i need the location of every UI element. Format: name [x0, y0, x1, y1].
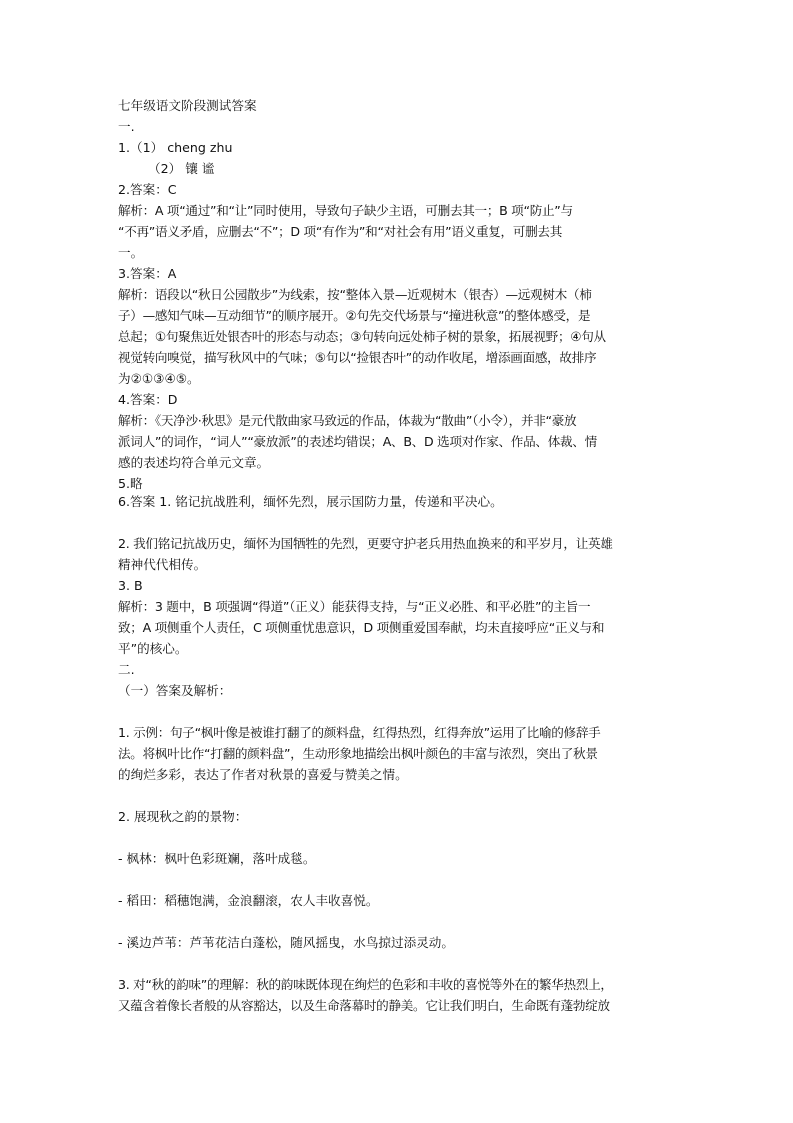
answer-line: 的绚烂多彩，表达了作者对秋景的喜爱与赞美之情。 — [118, 767, 408, 782]
analysis-line: 视觉转向嗅觉，描写秋风中的气味；⑤句以“捡银杏叶”的动作收尾，增添画面感，故排序 — [118, 350, 597, 365]
answer-line: 4.答案：D — [118, 392, 178, 407]
list-item: - 溪边芦苇：芦苇花洁白蓬松，随风摇曳，水鸟掠过添灵动。 — [118, 935, 454, 950]
subsection-heading: （一）答案及解析： — [118, 683, 232, 698]
analysis-line: 解析：《天净沙·秋思》是元代散曲家马致远的作品，体裁为“散曲”（小令），并非“豪放 — [118, 413, 577, 428]
list-item: - 枫林：枫叶色彩斑斓，落叶成毯。 — [118, 851, 316, 866]
analysis-line: 致；A 项侧重个人责任，C 项侧重忧患意识，D 项侧重爱国奉献，均未直接呼应“正义与和 — [118, 620, 605, 635]
section-heading: 一. — [118, 119, 135, 134]
answer-line: （2） 镶 谧 — [148, 161, 215, 176]
answer-line: 2. 展现秋之韵的景物： — [118, 809, 248, 824]
section-heading: 二. — [118, 662, 135, 677]
answer-line: 3.答案：A — [118, 266, 177, 281]
answer-line: 2. 我们铭记抗战历史，缅怀为国牺牲的先烈，更要守护老兵用热血换来的和平岁月，让英雄 — [118, 536, 613, 551]
analysis-line: 派词人”的词作，“词人”“豪放派”的表述均错误；A、B、D 选项对作家、作品、体裁、情 — [118, 434, 597, 449]
answer-line: 精神代代相传。 — [118, 557, 207, 572]
answer-line: 6.答案 1. 铭记抗战胜利，缅怀先烈，展示国防力量，传递和平决心。 — [118, 494, 503, 509]
document-title: 七年级语文阶段测试答案 — [118, 98, 257, 113]
analysis-line: 子）—感知气味—互动细节”的顺序展开。②句先交代场景与“撞进秋意”的整体感受，是 — [118, 308, 591, 323]
analysis-line: 总起；①句聚焦近处银杏叶的形态与动态；③句转向远处柿子树的景象，拓展视野；④句从 — [118, 329, 606, 344]
analysis-line: 平”的核心。 — [118, 641, 188, 656]
analysis-line: 解析：A 项“通过”和“让”同时使用，导致句子缺少主语，可删去其一；B 项“防止”与 — [118, 203, 573, 218]
analysis-line: 为②①③④⑤。 — [118, 371, 200, 386]
answer-line: 1.（1） cheng zhu — [118, 140, 233, 155]
answer-line: 又蕴含着像长者般的从容豁达，以及生命落幕时的静美。它让我们明白，生命既有蓬勃绽放 — [118, 998, 610, 1013]
answer-line: 法。将枫叶比作“打翻的颜料盘”，生动形象地描绘出枫叶颜色的丰富与浓烈，突出了秋景 — [118, 746, 598, 761]
answer-line: 1. 示例：句子“枫叶像是被谁打翻了的颜料盘，红得热烈，红得奔放”运用了比喻的修辞手 — [118, 725, 601, 740]
analysis-line: 解析：语段以“秋日公园散步”为线索，按“整体入景—近观树木（银杏）—远观树木（柿 — [118, 287, 592, 302]
answer-line: 2.答案：C — [118, 182, 177, 197]
answer-line: 5.略 — [118, 476, 143, 491]
analysis-line: “不再”语义矛盾，应删去“不”；D 项“有作为”和“对社会有用”语义重复，可删去其 — [118, 224, 563, 239]
answer-line: 3. 对“秋的韵味”的理解：秋的韵味既体现在绚烂的色彩和丰收的喜悦等外在的繁华热烈上， — [118, 977, 613, 992]
list-item: - 稻田：稻穗饱满，金浪翻滚，农人丰收喜悦。 — [118, 893, 379, 908]
analysis-line: 一。 — [118, 245, 144, 260]
analysis-line: 感的表述均符合单元文章。 — [118, 455, 270, 470]
analysis-line: 解析：3 题中，B 项强调“得道”（正义）能获得支持，与“正义必胜、和平必胜”的主旨一 — [118, 599, 591, 614]
answer-line: 3. B — [118, 578, 143, 593]
